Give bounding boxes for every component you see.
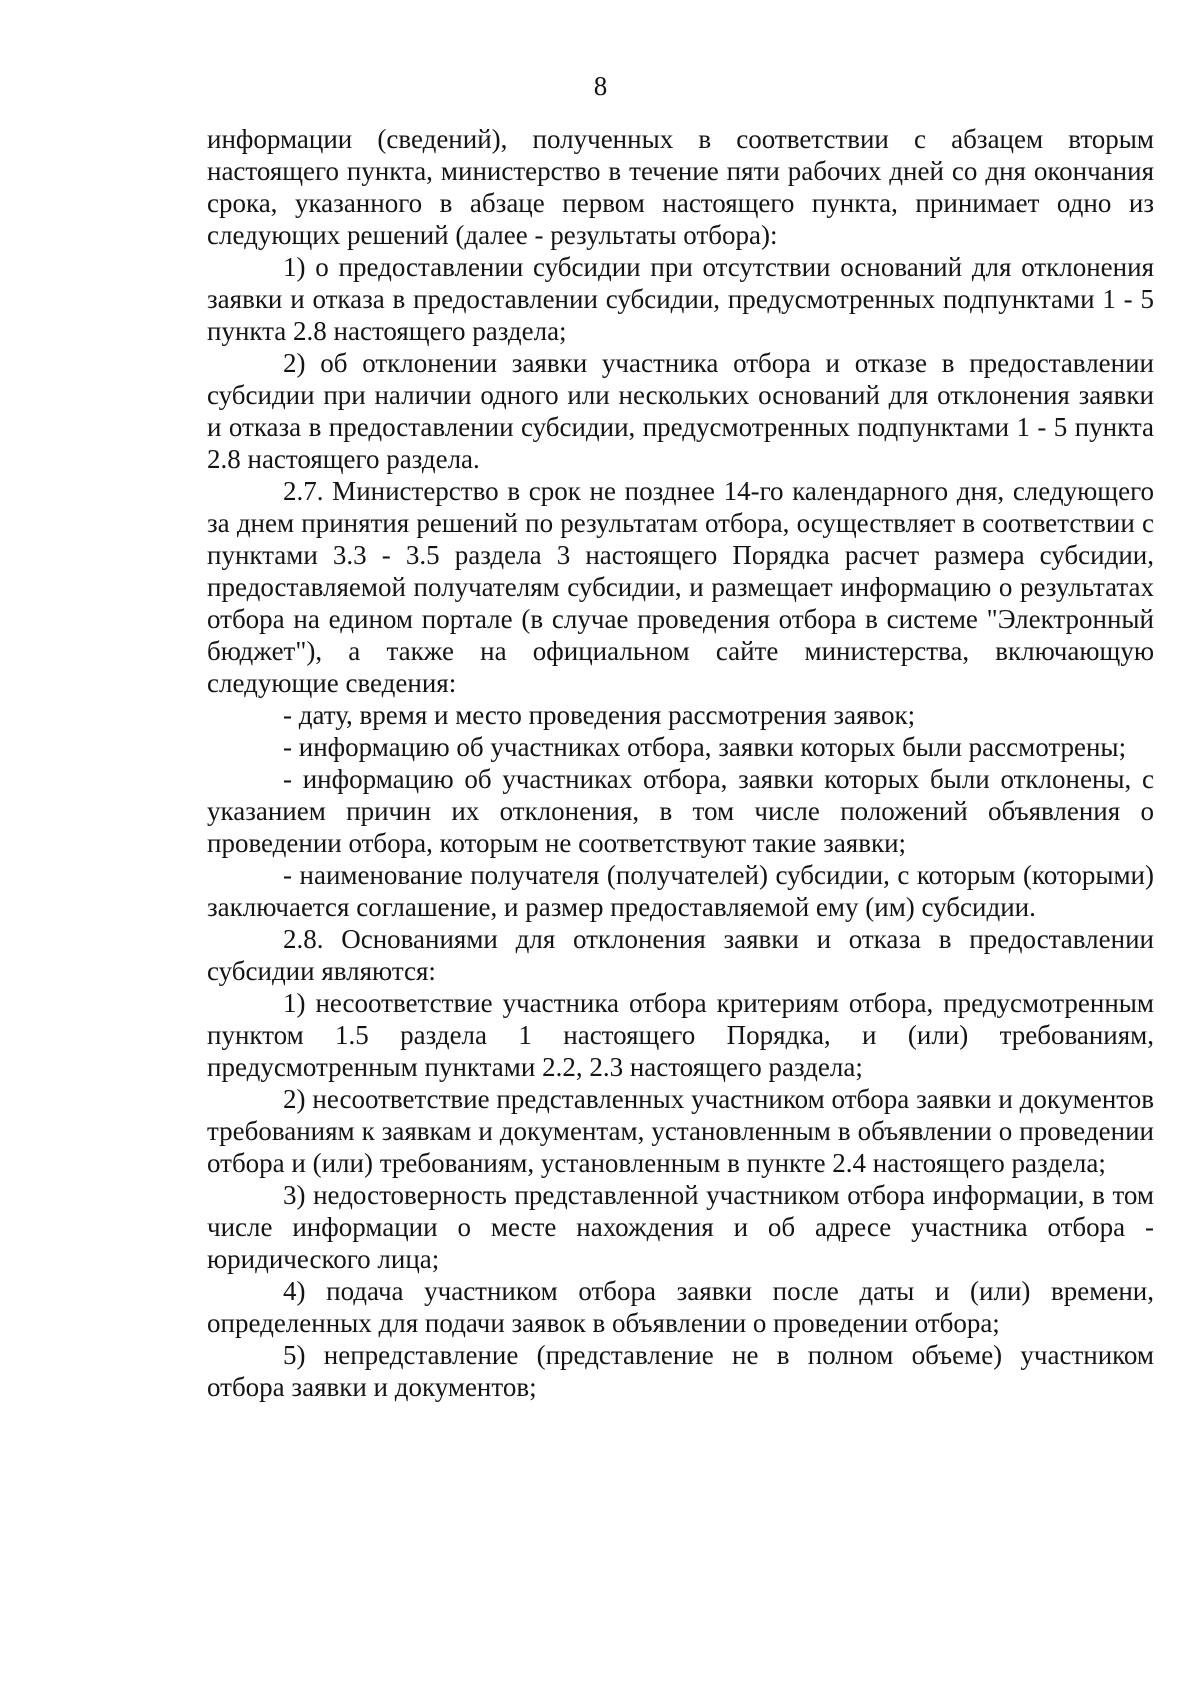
document-body — [207, 123, 1154, 1403]
paragraph: 5) непредставление (представление не в полном объеме) участником отбора заявки и документов; — [207, 1340, 1154, 1402]
paragraph: информации (сведений), полученных в соответствии с абзацем вторым настоящего пункта, министерство в течение пяти рабочих дней со дня окончания срока, указанного в абзаце первом настоящего пункта, принимает одно из следующих решений (далее - результаты отбора): — [207, 124, 1154, 250]
paragraph: 1) о предоставлении субсидии при отсутствии оснований для отклонения заявки и отказа в предоставлении субсидии, предусмотренных подпунктами 1 - 5 пункта 2.8 настоящего раздела; — [207, 252, 1154, 346]
paragraph: - дату, время и место проведения рассмотрения заявок; — [283, 700, 916, 730]
paragraph: 2.7. Министерство в срок не позднее 14-го календарного дня, следующего за днем принятия решений по результатам отбора, осуществляет в соответствии с пунктами 3.3 - 3.5 раздела 3 настоящего Порядка расчет размера субсидии, предоставляемой получателям субсидии, и размещает информацию о результатах отбора на едином портале (в случае проведения отбора в системе "Электронный бюджет"), а также на официальном сайте министерства, включающую следующие сведения: — [207, 476, 1154, 698]
paragraph: 2) об отклонении заявки участника отбора и отказе в предоставлении субсидии при наличии одного или нескольких оснований для отклонения заявки и отказа в предоставлении субсидии, предусмотренных подпунктами 1 - 5 пункта 2.8 настоящего раздела. — [207, 348, 1154, 474]
paragraph: 2.8. Основаниями для отклонения заявки и отказа в предоставлении субсидии являются: — [207, 924, 1154, 986]
paragraph: 4) подача участником отбора заявки после даты и (или) времени, определенных для подачи заявок в объявлении о проведении отбора; — [207, 1276, 1154, 1338]
paragraph: - информацию об участниках отбора, заявки которых были отклонены, с указанием причин их отклонения, в том числе положений объявления о проведении отбора, которым не соответствуют такие заявки; — [207, 764, 1154, 858]
paragraph: 2) несоответствие представленных участником отбора заявки и документов требованиям к заявкам и документам, установленным в объявлении о проведении отбора и (или) требованиям, установленным в пункте 2.4 настоящего раздела; — [207, 1084, 1154, 1178]
paragraph: 1) несоответствие участника отбора критериям отбора, предусмотренным пунктом 1.5 раздела 1 настоящего Порядка, и (или) требованиям, предусмотренным пунктами 2.2, 2.3 настоящего раздела; — [207, 988, 1154, 1082]
page-number: 8 — [593, 71, 608, 101]
paragraph: 3) недостоверность представленной участником отбора информации, в том числе информации о месте нахождения и об адресе участника отбора - юридического лица; — [207, 1180, 1154, 1274]
paragraph: - информацию об участниках отбора, заявки которых были рассмотрены; — [283, 732, 1127, 762]
paragraph: - наименование получателя (получателей) субсидии, с которым (которыми) заключается соглашение, и размер предоставляемой ему (им) субсидии. — [207, 860, 1154, 922]
